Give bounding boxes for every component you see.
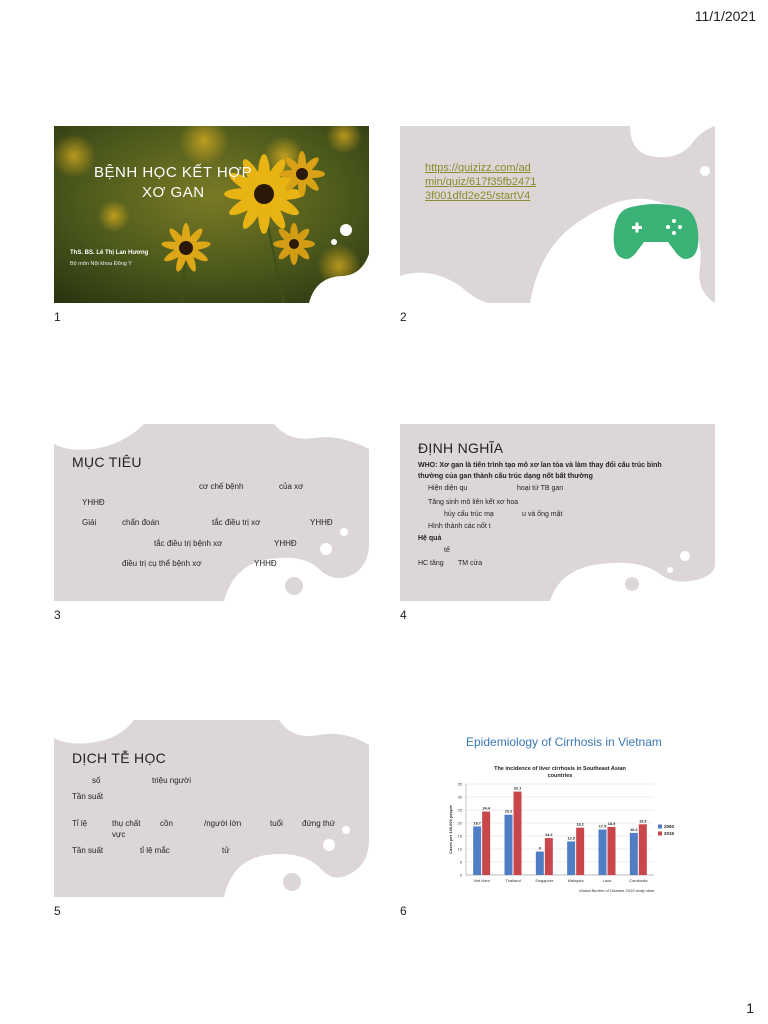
y-tick-label: 5 — [459, 859, 462, 865]
y-axis-label: Cases per 100,000 people — [448, 805, 453, 854]
gamepad-icon — [612, 202, 700, 262]
epidemiology-line: Tần suất — [72, 846, 104, 855]
definition-text: WHO: Xơ gan là tiến trình tạo mô xơ lan tỏa và làm thay đổi cấu trúc bình — [418, 462, 662, 469]
page-number: 1 — [746, 1000, 754, 1016]
data-label: 18.7 — [473, 821, 481, 826]
objective-line: YHHĐ — [254, 559, 277, 568]
slide-3[interactable] — [54, 424, 369, 601]
x-tick-label: Thailand — [505, 878, 521, 883]
bar — [639, 824, 647, 875]
objective-line: chẩn đoán — [122, 518, 160, 527]
definition-item: Hình thành các nốt t — [428, 523, 491, 530]
epidemiology-line: tử — [222, 846, 230, 855]
slide-number: 4 — [400, 608, 407, 622]
decorative-blobs — [54, 720, 369, 897]
consequence-item: tế — [444, 547, 450, 554]
epidemiology-line: cồn — [160, 819, 173, 828]
epidemiology-line: Tỉ lệ — [72, 819, 88, 828]
objective-line: tắc điều trị xơ — [212, 518, 261, 527]
slide-1[interactable] — [54, 126, 369, 303]
slide-title: MỤC TIÊU — [72, 454, 142, 470]
epidemiology-line: tỉ lệ mắc — [140, 846, 170, 855]
consequence-heading: Hệ quả — [418, 535, 442, 542]
bar — [576, 828, 584, 875]
slide-title: BỆNH HỌC KẾT HỢP — [94, 164, 253, 181]
bar — [567, 841, 575, 875]
epidemiology-line: tuổi — [270, 819, 283, 828]
slide-number: 1 — [54, 310, 61, 324]
definition-item: hủy cấu trúc mạ — [444, 511, 494, 518]
definition-item: hoại tử TB gan — [517, 485, 564, 492]
slide-number: 6 — [400, 904, 407, 918]
slide-title: ĐỊNH NGHĨA — [418, 440, 504, 456]
quiz-link[interactable]: min/quiz/617f35fb2471 — [425, 176, 537, 188]
bar — [630, 833, 638, 875]
bar — [482, 812, 490, 875]
bar — [599, 830, 607, 876]
slide-6[interactable] — [400, 720, 715, 897]
slide-5[interactable] — [54, 720, 369, 897]
legend-swatch — [658, 825, 662, 829]
slide-heading: Epidemiology of Cirrhosis in Vietnam — [466, 735, 662, 749]
y-tick-label: 25 — [457, 807, 462, 813]
bar — [608, 827, 616, 875]
slide-number: 2 — [400, 310, 407, 324]
data-label: 17.5 — [598, 824, 607, 829]
legend-swatch — [658, 832, 662, 836]
legend-entry: 2000 — [664, 824, 675, 829]
slide-2[interactable] — [400, 126, 715, 303]
data-label: 19.5 — [639, 819, 647, 824]
slide-number: 5 — [54, 904, 61, 918]
chart-title: The incidence of liver cirrhosis in Southeast Asian — [494, 766, 626, 772]
bar — [505, 815, 513, 875]
definition-text: thường của gan thành cấu trúc dạng nốt bất thường — [418, 473, 593, 480]
definition-item: Hiện diện qu — [428, 485, 468, 492]
epidemiology-line: triệu người — [152, 776, 192, 785]
data-label: 12.9 — [567, 836, 575, 841]
y-tick-label: 15 — [457, 833, 462, 839]
department: Bộ môn Nội khoa Đông Y — [70, 261, 132, 267]
bar — [545, 838, 553, 875]
legend-entry: 2015 — [664, 831, 675, 836]
slide-4[interactable] — [400, 424, 715, 601]
data-label: 16.2 — [630, 827, 638, 832]
bar — [473, 826, 481, 875]
objective-line: YHHĐ — [274, 539, 297, 548]
definition-item: Tăng sinh mô liên kết xơ hoa — [428, 499, 519, 506]
quiz-link[interactable]: 3f001dfd2e25/startV4 — [425, 190, 531, 202]
objective-line: YHHĐ — [82, 498, 105, 507]
y-tick-label: 20 — [457, 820, 462, 826]
slide-number: 3 — [54, 608, 61, 622]
y-tick-label: 10 — [457, 846, 462, 852]
epidemiology-line: Tần suất — [72, 792, 104, 801]
x-tick-label: Laos — [602, 878, 612, 883]
x-tick-label: Cambodia — [629, 878, 648, 883]
slide-title: DỊCH TỄ HỌC — [72, 750, 167, 766]
data-label: 14.2 — [545, 833, 553, 838]
chart-title: countries — [547, 773, 573, 779]
objective-line: của xơ — [279, 482, 304, 491]
data-label: 23.2 — [504, 809, 513, 814]
epidemiology-line: số — [92, 776, 101, 785]
author: ThS. BS. Lê Thị Lan Hương — [70, 250, 149, 256]
x-tick-label: Viet Nam — [473, 878, 490, 883]
objective-line: điều trị cụ thể bệnh xơ — [122, 559, 202, 568]
epidemiology-line: đứng thứ — [302, 819, 335, 828]
data-label: 32.1 — [513, 786, 522, 791]
objective-line: tắc điều trị bệnh xơ — [154, 539, 223, 548]
consequence-item: TM cửa — [458, 560, 483, 567]
consequence-item: HC tăng — [418, 560, 444, 567]
data-label: 9 — [538, 846, 541, 851]
data-label: 18.5 — [607, 821, 616, 826]
slide-title: XƠ GAN — [142, 184, 205, 201]
objective-line: YHHĐ — [310, 518, 333, 527]
epidemiology-line: thụ chất — [112, 819, 141, 828]
bar — [514, 792, 522, 875]
epidemiology-line: /người lớn — [204, 819, 242, 828]
definition-item: u và ống mật — [522, 511, 563, 518]
y-tick-label: 30 — [457, 794, 462, 800]
source-note: Global Burden of Disease 2015 study data — [578, 888, 654, 893]
flower-photo — [54, 126, 369, 303]
x-tick-label: Singapore — [535, 878, 554, 883]
data-label: 24.4 — [482, 806, 490, 811]
epidemiology-line: vực — [112, 830, 126, 839]
y-tick-label: 0 — [459, 872, 462, 878]
objective-line: cơ chế bệnh — [199, 482, 244, 491]
objective-line: Giải — [82, 518, 97, 527]
decorative-blobs — [54, 424, 369, 601]
y-tick-label: 35 — [457, 781, 462, 787]
quiz-link[interactable]: https://quizizz.com/ad — [425, 162, 531, 174]
bar — [536, 852, 544, 875]
cirrhosis-bar-chart — [400, 720, 715, 897]
data-label: 18.2 — [576, 822, 584, 827]
page-date: 11/1/2021 — [694, 8, 756, 24]
x-tick-label: Malaysia — [567, 878, 584, 883]
